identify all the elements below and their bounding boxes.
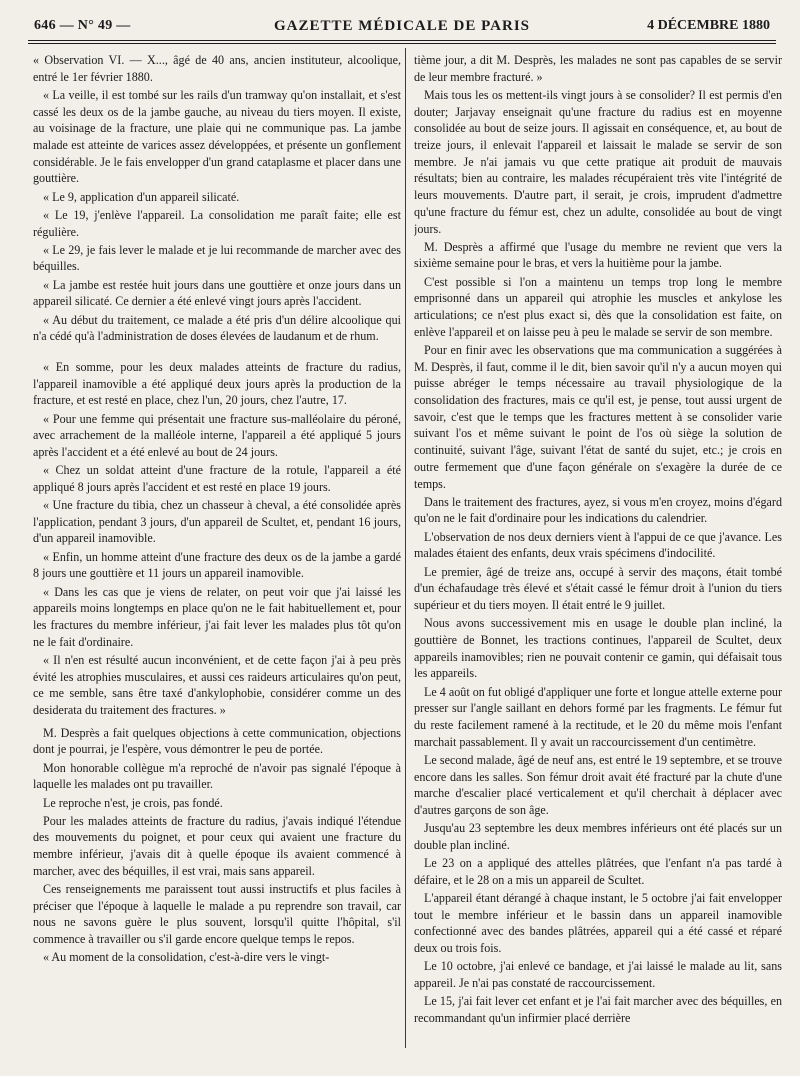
paragraph: Jusqu'au 23 septembre les deux membres inférieurs ont été placés sur un double plan incliné. [414, 821, 782, 852]
journal-title: GAZETTE MÉDICALE DE PARIS [273, 18, 530, 34]
paragraph: C'est possible si l'on a maintenu un temps trop long le membre emprisonné dans un appareil qui atrophie les muscles et ankylose les articulations; ce n'est plus exact si, dès que la consolidation est faite, on enlève l'appareil et on laisse peu à peu le malade se servir de son membre. [414, 274, 782, 339]
page-number: 646 — N° 49 — [34, 18, 131, 33]
paragraph: « Il n'en est résulté aucun inconvénient, et de cette façon j'ai à peu près évité les atrophies musculaires, et aussi ces raideurs articulaires qu'on peut, ce me semble, sans être taxé d'ankylophobie, considérer comme un des desiderata du traitement des fractures. » [33, 652, 401, 718]
paragraph: « Enfin, un homme atteint d'une fracture des deux os de la jambe a gardé 8 jours une gouttière et 11 jours un appareil inamovible. [33, 549, 401, 581]
paragraph: « Pour une femme qui présentait une fracture sus-malléolaire du péroné, avec arrachement de la malléole interne, l'appareil a été appliqué 5 jours après l'accident et a été enlevé au bout de 24 jours. [33, 411, 401, 459]
paragraph: « Le 29, je fais lever le malade et je lui recommande de marcher avec des béquilles. [33, 242, 401, 274]
left-column [33, 52, 401, 1052]
paragraph: Mon honorable collègue m'a reproché de n'avoir pas signalé l'époque à laquelle les malades ont pu travailler. [33, 760, 401, 792]
paragraph: Le 15, j'ai fait lever cet enfant et je l'ai fait marcher avec des béquilles, en recommandant qu'un infirmier placé derrière [414, 994, 782, 1025]
paragraph: « La jambe est restée huit jours dans une gouttière et onze jours dans un appareil silicaté. Ce dernier a été enlevé vingt jours après l'accident. [33, 277, 401, 309]
paragraph: Le 23 on a appliqué des attelles plâtrées, que l'enfant n'a pas tardé à défaire, et le 28 on a mis un appareil de Scultet. [414, 856, 782, 887]
paragraph: Le premier, âgé de treize ans, occupé à servir des maçons, était tombé d'un échafaudage très élevé et s'était cassé le fémur droit à l'union du tiers supérieur et du tiers moyen. Il était entré le 9 juillet. [414, 564, 782, 612]
paragraph: Dans le traitement des fractures, ayez, si vous m'en croyez, moins d'égard qu'on ne le fait d'ordinaire pour les indications du calendrier. [414, 494, 782, 526]
paragraph: « Observation VI. — X..., âgé de 40 ans, ancien instituteur, alcoolique, entré le 1er février 1880. [33, 53, 401, 84]
paragraph: « En somme, pour les deux malades atteints de fracture du radius, l'appareil inamovible a été appliqué deux jours après la production de la fracture, et est resté en place, chez l'un, 20 jours, chez l'autre, 17. [33, 359, 401, 408]
paragraph: « Le 9, application d'un appareil silicaté. [43, 189, 240, 204]
paragraph: « Au début du traitement, ce malade a été pris d'un délire alcoolique qui n'a cédé qu'à l'administration de doses élevées de laudanum et de rhum. [33, 312, 401, 344]
paragraph: Ces renseignements me paraissent tout aussi instructifs et plus faciles à préciser que l'époque à laquelle le malade a pu reprendre son travail, car nous ne savons guère le plus souvent, lorsqu'il quitte l'hôpital, s'il commence à travailler ou s'il garde encore quelque temps le repos. [33, 882, 401, 947]
paragraph: L'appareil étant dérangé à chaque instant, le 5 octobre j'ai fait envelopper tout le membre inférieur et le bassin dans un appareil inamovible confectionné avec des bandes plâtrées, appareil qui a été cassé et réparé deux ou trois fois. [414, 890, 782, 956]
paragraph: « Le 19, j'enlève l'appareil. La consolidation me paraît faite; elle est régulière. [33, 207, 401, 239]
paragraph: Le 10 octobre, j'ai enlevé ce bandage, et j'ai laissé le malade au lit, sans appareil. Je n'ai pas constaté de raccourcissement. [414, 959, 782, 990]
paragraph: « Une fracture du tibia, chez un chasseur à cheval, a été consolidée après l'application, pendant 3 jours, d'un appareil de Scultet, et, pendant 16 jours, d'un appareil inamovible. [33, 498, 401, 546]
paragraph: Le second malade, âgé de neuf ans, est entré le 19 septembre, et se trouve encore dans les salles. Son fémur droit avait été fracturé par la chute d'une marche d'escalier placé verticalement et qu'il cherchait à déplacer avec d'autres garçons de son âge. [414, 752, 782, 817]
column-divider [405, 48, 406, 1048]
right-column [414, 52, 782, 1052]
paragraph: « La veille, il est tombé sur les rails d'un tramway qu'on installait, et s'est cassé les deux os de la jambe gauche, au niveau du tiers moyen. Il existe, au voisinage de la fracture, une plaie qui ne communique pas. La jambe malade est atteinte de varices assez développées, et présente un gonflement considérable. Je le fais envelopper d'un grand cataplasme et placer dans une gouttière. [33, 87, 401, 186]
header-rule [28, 40, 776, 44]
paragraph: Nous avons successivement mis en usage le double plan incliné, la gouttière de Bonnet, les tractions continues, l'appareil de Scultet, deux appareils inamovibles; rien ne pouvait contenir ce gamin, qui défaisait tous les appareils. [414, 616, 782, 681]
paragraph: M. Desprès a fait quelques objections à cette communication, objections dont je pourrai, je l'espère, vous démontrer le peu de portée. [33, 725, 401, 757]
paragraph: Pour les malades atteints de fracture du radius, j'avais indiqué l'étendue des mouvements du poignet, et pour ceux qui avaient une fracture du membre inférieur, j'avais dit à quelle époque ils avaient commencé à marcher, avec des béquilles, il est vrai, mais sans appareil. [33, 813, 401, 878]
paragraph: « Dans les cas que je viens de relater, on peut voir que j'ai laissé les appareils moins longtemps en place qu'on ne le fait habituellement et, pour les fractures du membre inférieur, j'ai fait lever les malades plus tôt qu'on ne le fait d'ordinaire. [33, 584, 401, 649]
paragraph: Le reproche n'est, je crois, pas fondé. [43, 795, 223, 810]
paragraph: « Chez un soldat atteint d'une fracture de la rotule, l'appareil a été appliqué 8 jours après l'accident et est resté en place 19 jours. [33, 463, 401, 494]
paragraph: tième jour, a dit M. Desprès, les malades ne sont pas capables de se servir de leur membre fracturé. » [414, 53, 782, 84]
paragraph: M. Desprès a affirmé que l'usage du membre ne revient que vers la sixième semaine pour le bras, et vers la huitième pour la jambe. [414, 239, 782, 271]
paragraph: Le 4 août on fut obligé d'appliquer une forte et longue attelle externe pour presser sur l'angle saillant en dehors formé par les fragments. Le fémur fut du reste facilement ramené à la rectitude, et le 20 du même mois l'enfant marchait passablement. Il y avait un raccourcissement d'un centimètre. [414, 684, 782, 749]
paragraph: Mais tous les os mettent-ils vingt jours à se consolider? Il est permis d'en douter; Jarjavay enseignait qu'une fracture du radius est en moyenne consolidée au bout de seize jours. Il agissait en conséquence, et, au bout de treize jours, il enlevait l'appareil et laissait le malade se servir de son membre. Je n'ai jamais vu que cette pratique ait produit de mauvais résultats; bien au contraire, les malades récupéraient très vite l'intégrité de leurs mouvements. D'autre part, il serait, je crois, imprudent d'admettre qu'une fracture du fémur est, chez un adulte, consolidée au bout de vingt jours. [414, 87, 782, 236]
issue-date: 4 DÉCEMBRE 1880 [647, 18, 770, 33]
paragraph: L'observation de nos deux derniers vient à l'appui de ce que j'avance. Les malades étaient des enfants, deux vrais spécimens d'indocilité. [414, 529, 782, 561]
paragraph: Pour en finir avec les observations que ma communication a suggérées à M. Desprès, il faut, comme il le dit, bien savoir qu'il n'y a aucun moyen qui puisse abréger le temps nécessaire au travail physiologique de la consolidation des fractures, mais ce qu'il est, je pense, tout aussi urgent de savoir, c'est que le temps que les fractures mettent à se consolider varie suivant l'os et même suivant le point de l'os où siège la solution de continuité, suivant l'âge, suivant l'état de santé du sujet, etc.; je crois en outre fermement que d'une façon générale on s'exagère la durée de ce temps. [414, 342, 782, 491]
paragraph: « Au moment de la consolidation, c'est-à-dire vers le vingt- [43, 950, 330, 965]
